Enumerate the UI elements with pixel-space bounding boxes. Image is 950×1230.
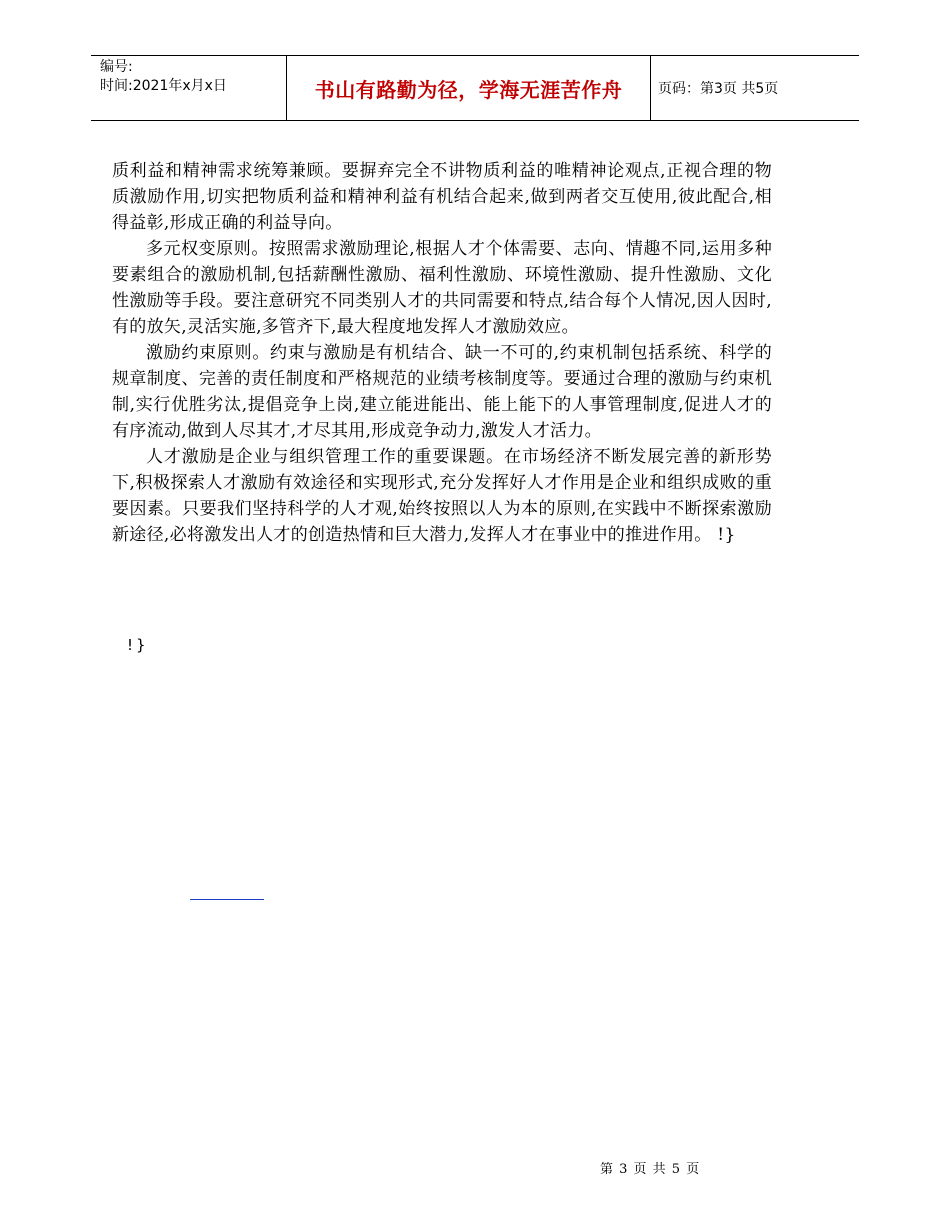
stray-mark: !}	[127, 636, 149, 654]
document-body	[112, 158, 772, 548]
paragraph: 激励约束原则。约束与激励是有机结合、缺一不可的,约束机制包括系统、科学的规章制度、完善的责任制度和严格规范的业绩考核制度等。要通过合理的激励与约束机制,实行优胜劣汰,提倡竞争上岗,建立能进能出、能上能下的人事管理制度,促进人才的有序流动,做到人尽其才,才尽其用,形成竞争动力,激发人才活力。	[112, 343, 772, 441]
paragraph: 质利益和精神需求统筹兼顾。要摒弃完全不讲物质利益的唯精神论观点,正视合理的物质激励作用,切实把物质利益和精神利益有机结合起来,做到两者交互使用,彼此配合,相得益彰,形成正确的利益导向。	[112, 161, 772, 233]
header-divider-right	[650, 55, 651, 121]
paragraph: 人才激励是企业与组织管理工作的重要课题。在市场经济不断发展完善的新形势下,积极探索人才激励有效途径和实现形式,充分发挥好人才作用是企业和组织成败的重要因素。只要我们坚持科学的人才观,始终按照以人为本的原则,在实践中不断探索激励新途径,必将激发出人才的创造热情和巨大潜力,发挥人才在事业中的推进作用。 !}	[112, 447, 772, 545]
number-label: 编号:	[100, 59, 133, 75]
page-footer: 第 3 页 共 5 页	[600, 1162, 701, 1177]
paragraph: 多元权变原则。按照需求激励理论,根据人才个体需要、志向、情趣不同,运用多种要素组合的激励机制,包括薪酬性激励、福利性激励、环境性激励、提升性激励、文化性激励等手段。要注意研究不同类别人才的共同需要和特点,结合每个人情况,因人因时,有的放矢,灵活实施,多管齐下,最大程度地发挥人才激励效应。	[112, 239, 772, 337]
hyperlink-underline[interactable]	[190, 899, 264, 900]
header-motto: 书山有路勤为径，学海无涯苦作舟	[314, 77, 623, 102]
time-label: 时间:2021年x月x日	[100, 78, 227, 94]
header-meta	[100, 58, 227, 96]
header-page-info: 页码：第3页 共5页	[658, 81, 779, 97]
